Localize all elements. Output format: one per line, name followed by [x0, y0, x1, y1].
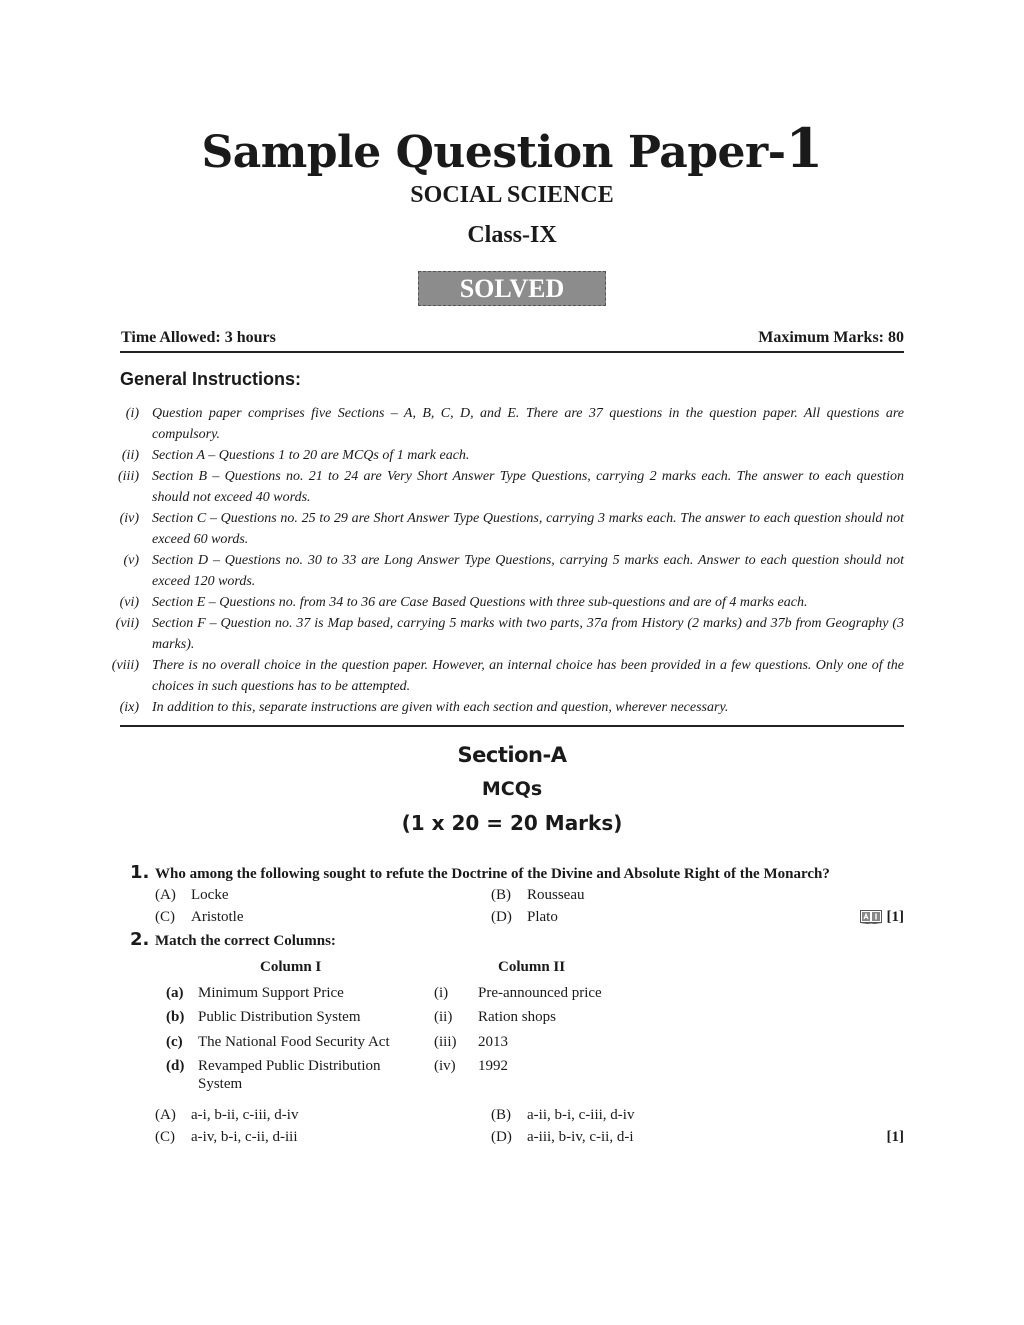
option-letter: (D) — [491, 909, 512, 925]
option-letter: (C) — [155, 909, 175, 925]
instruction-number: (iii) — [118, 469, 139, 484]
solved-badge-label: SOLVED — [459, 274, 565, 303]
instruction-item — [100, 613, 904, 655]
option-text: Rousseau — [527, 887, 585, 903]
subject-title: SOCIAL SCIENCE — [410, 182, 614, 208]
instruction-item — [100, 655, 904, 697]
instruction-item — [100, 445, 904, 466]
question-marks: [1] — [886, 909, 904, 925]
match-left-label: (d) — [166, 1058, 185, 1074]
match-right-label: (iii) — [434, 1034, 457, 1050]
option-text: a-iv, b-i, c-ii, d-iii — [191, 1129, 298, 1145]
section-marks: (1 x 20 = 20 Marks) — [401, 811, 623, 835]
option-text: Locke — [191, 887, 229, 903]
instruction-text: There is no overall choice in the question paper. However, an internal choice has been provided in a few questions. Only one of the choices in such questions has to be attempted. — [152, 658, 904, 694]
option — [491, 1127, 634, 1147]
column-ii-heading: Column II — [498, 959, 566, 975]
option — [155, 1105, 298, 1125]
instruction-text: Section B – Questions no. 21 to 24 are Very Short Answer Type Questions, carrying 2 marks each. The answer to each question should not exceed 40 words. — [152, 469, 904, 505]
option — [491, 1105, 634, 1125]
header-divider — [120, 351, 904, 353]
solved-badge — [418, 271, 606, 306]
option-text: a-iii, b-iv, c-ii, d-i — [527, 1129, 634, 1145]
instruction-item — [100, 592, 904, 613]
instruction-number: (vi) — [119, 595, 139, 610]
question-marks: [1] — [886, 1129, 904, 1145]
maximum-marks: Maximum Marks: 80 — [758, 329, 904, 346]
match-right-text: Pre-announced price — [478, 985, 602, 1001]
match-left-text: The National Food Security Act — [198, 1034, 390, 1050]
instruction-text: In addition to this, separate instructions are given with each section and question, wherever necessary. — [152, 700, 729, 715]
match-left-text: Minimum Support Price — [198, 985, 344, 1001]
option-letter: (D) — [491, 1129, 512, 1145]
match-left-text: Public Distribution System — [198, 1009, 361, 1025]
time-allowed: Time Allowed: 3 hours — [121, 329, 276, 346]
question-number: 1. — [130, 862, 150, 883]
option — [155, 907, 244, 927]
instructions-list — [100, 403, 904, 718]
instruction-text: Section D – Questions no. 30 to 33 are Long Answer Type Questions, carrying 5 marks each. Answer to each question should not exceed 120 words. — [152, 553, 904, 589]
instruction-item — [100, 403, 904, 445]
option-text: a-ii, b-i, c-iii, d-iv — [527, 1107, 635, 1123]
general-instructions-heading: General Instructions: — [120, 369, 302, 389]
instruction-text: Section E – Questions no. from 34 to 36 are Case Based Questions with three sub-questions and are of 4 marks each. — [152, 595, 808, 610]
option — [491, 885, 585, 905]
match-right-label: (iv) — [434, 1058, 456, 1074]
paper-title-text: Sample Question Paper- — [201, 127, 786, 178]
section-title: Section-A — [457, 743, 567, 767]
question-text: Who among the following sought to refute the Doctrine of the Divine and Absolute Right of the Monarch? — [155, 866, 830, 882]
match-right-label: (i) — [434, 985, 449, 1001]
class-title: Class-IX — [467, 222, 557, 248]
section-type: MCQs — [481, 778, 543, 800]
match-right-text: 1992 — [478, 1058, 508, 1074]
option-letter: (B) — [491, 1107, 511, 1123]
instruction-number: (vii) — [115, 616, 139, 631]
match-left-label: (c) — [166, 1034, 183, 1050]
instruction-text: Section F – Question no. 37 is Map based, carrying 5 marks with two parts, 37a from History (2 marks) and 37b from Geography (3 marks). — [152, 616, 904, 652]
match-right-text: 2013 — [478, 1034, 508, 1050]
match-left-label: (a) — [166, 985, 184, 1001]
instruction-number: (ix) — [119, 700, 139, 715]
match-right-text: Ration shops — [478, 1009, 556, 1025]
match-left-text: Revamped Public Distribution System — [198, 1058, 381, 1092]
instruction-item — [100, 508, 904, 550]
option-letter: (B) — [491, 887, 511, 903]
instruction-text: Section C – Questions no. 25 to 29 are Short Answer Type Questions, carrying 3 marks each. The answer to each question should not exceed 60 words. — [152, 511, 904, 547]
option-letter: (C) — [155, 1129, 175, 1145]
option-text: Plato — [527, 909, 558, 925]
option-letter: (A) — [155, 1107, 176, 1123]
instruction-number: (v) — [123, 553, 139, 568]
column-i-heading: Column I — [260, 959, 322, 975]
instruction-text: Question paper comprises five Sections – A, B, C, D, and E. There are 37 questions in the question paper. All questions are compulsory. — [152, 406, 904, 442]
instruction-number: (i) — [125, 406, 139, 421]
instruction-item — [100, 550, 904, 592]
match-left-label: (b) — [166, 1009, 185, 1025]
question-text: Match the correct Columns: — [155, 933, 336, 949]
instruction-number: (ii) — [121, 448, 139, 463]
question-number: 2. — [130, 929, 150, 950]
option-text: Aristotle — [191, 909, 244, 925]
option — [491, 907, 558, 927]
option-text: a-i, b-ii, c-iii, d-iv — [191, 1107, 299, 1123]
instruction-text: Section A – Questions 1 to 20 are MCQs of 1 mark each. — [152, 448, 470, 463]
paper-number: 1 — [785, 116, 823, 180]
instruction-item — [100, 697, 904, 718]
instruction-number: (viii) — [111, 658, 139, 673]
instruction-number: (iv) — [119, 511, 139, 526]
option — [155, 885, 228, 905]
instructions-divider — [120, 725, 904, 727]
instruction-item — [100, 466, 904, 508]
option — [155, 1127, 298, 1147]
match-right-label: (ii) — [434, 1009, 453, 1025]
paper-title — [0, 118, 1024, 183]
ai-book-icon — [860, 910, 882, 924]
option-letter: (A) — [155, 887, 176, 903]
